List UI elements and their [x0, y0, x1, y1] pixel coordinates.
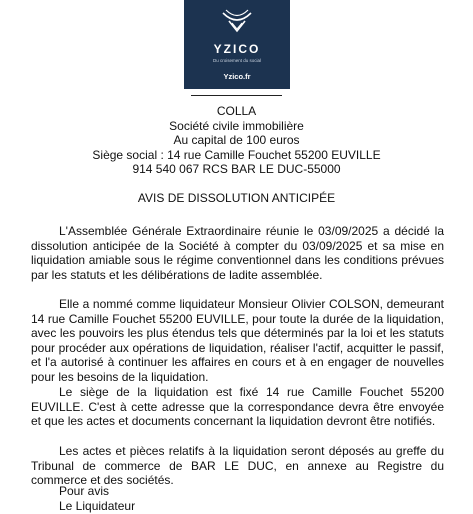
company-name: COLLA [216, 104, 257, 118]
logo-website: Yzico.fr [223, 72, 251, 81]
paragraph-liquidator: Elle a nommé comme liquidateur Monsieur Olivier COLSON, demeurant 14 rue Camille Fouchet 55200 EUVILLE, pour toute la durée de la liquidation, avec les pouvoirs les plus étendus tels que déterminés par la loi et les statuts pour procéder aux opérations de liquidation, réaliser l'actif, acquitter le passif, et l'a autorisé à continuer les affaires en cours et à en engager de nouvelles pour les besoins de la liquidation. [31, 297, 444, 384]
brand-logo [184, 0, 290, 89]
company-seat: Siège social : 14 rue Camille Fouchet 55200 EUVILLE [92, 147, 381, 162]
logo-tagline: Du croisement du social [212, 58, 262, 63]
notice-title: AVIS DE DISSOLUTION ANTICIPÉE [137, 191, 336, 205]
company-header [0, 104, 473, 177]
paragraph-liquidation-seat: Le siège de la liquidation est fixé 14 rue Camille Fouchet 55200 EUVILLE. C'est à cette adresse que la correspondance devra être envoyée et que les actes et documents concernant la liquidation devront être notifiés. [31, 385, 444, 429]
company-form: Société civile immobilière [169, 118, 304, 133]
logo-brand-name: YZICO [213, 42, 261, 56]
paragraph-filing: Les actes et pièces relatifs à la liquidation seront déposés au greffe du Tribunal de commerce de BAR LE DUC, en annexe au Registre du commerce et des sociétés. [31, 444, 444, 488]
signature-block [59, 484, 135, 513]
company-registration: 914 540 067 RCS BAR LE DUC-55000 [132, 162, 341, 176]
company-capital: Au capital de 100 euros [173, 133, 300, 147]
signatory: Le Liquidateur [59, 498, 136, 513]
paragraph-dissolution: L'Assemblée Générale Extraordinaire réunie le 03/09/2025 a décidé la dissolution anticipée de la Société à compter du 03/09/2025 et sa mise en liquidation amiable sous le régime conventionnel dans les conditions prévues par les statuts et les délibérations de ladite assemblée. [31, 224, 444, 282]
closing-text: Pour avis [59, 484, 110, 498]
header-divider [191, 95, 282, 96]
yzico-emblem-icon [219, 7, 255, 37]
